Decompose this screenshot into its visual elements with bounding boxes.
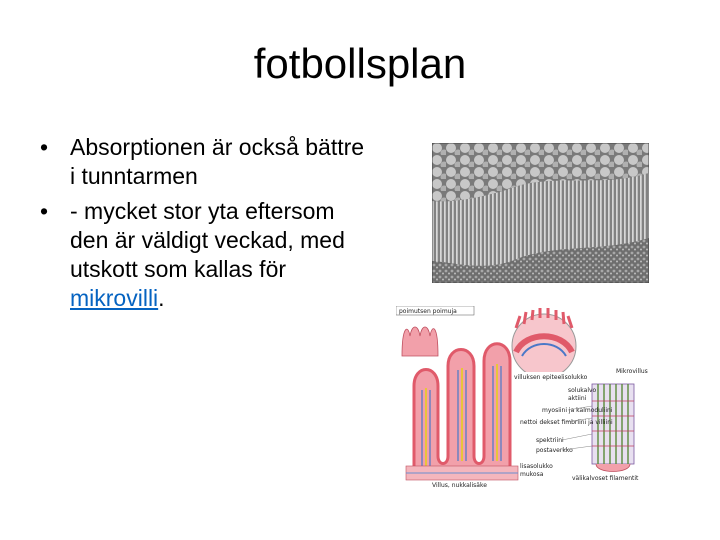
label-terminal-web: välikalvoset filamentit	[572, 475, 639, 482]
label-pastaverkko: postaverkko	[536, 447, 573, 454]
villi-illustration	[406, 344, 518, 480]
label-lisasolukko: lisasolukko	[520, 463, 553, 470]
label-solukalvo: solukalvo	[568, 387, 597, 394]
label-spektriini: spektriini	[536, 437, 564, 444]
label-mikrovillus: Mikrovillus	[616, 368, 648, 375]
slide-title: fotbollsplan	[253, 40, 467, 87]
bullet-list	[40, 133, 370, 319]
label-villus-epithel: villuksen epiteelisolukko	[514, 374, 588, 381]
label-mukosa: mukosa	[520, 471, 544, 478]
label-fimbriini: nettoi dekset fimbriini ja villiini	[520, 419, 613, 426]
label-poimutsen: poimutsen poimuja	[399, 308, 457, 315]
bullet-dot: •	[40, 134, 49, 160]
bullet-text-end: .	[158, 285, 165, 311]
bullet-dot: •	[40, 198, 49, 224]
fold-illustration	[402, 327, 438, 356]
microvillus-detail	[592, 384, 634, 472]
label-aktiini: aktiini	[568, 395, 587, 402]
label-myosiini: myosiini ja kalmoduliini	[542, 407, 613, 414]
mikrovilli-link[interactable]: mikrovilli	[70, 285, 159, 311]
bullet-item	[40, 133, 370, 191]
label-villus-bottom: Villus, nukkalisäke	[432, 482, 487, 489]
microvilli-sem-photo	[432, 143, 649, 283]
bullet-item	[40, 197, 370, 313]
bullet-text: - mycket stor yta eftersom den är väldigt veckad, med utskott som kallas för	[70, 198, 345, 282]
bullet-text: Absorptionen är också bättre i tunntarmen	[70, 134, 365, 189]
villus-diagram	[396, 306, 658, 491]
